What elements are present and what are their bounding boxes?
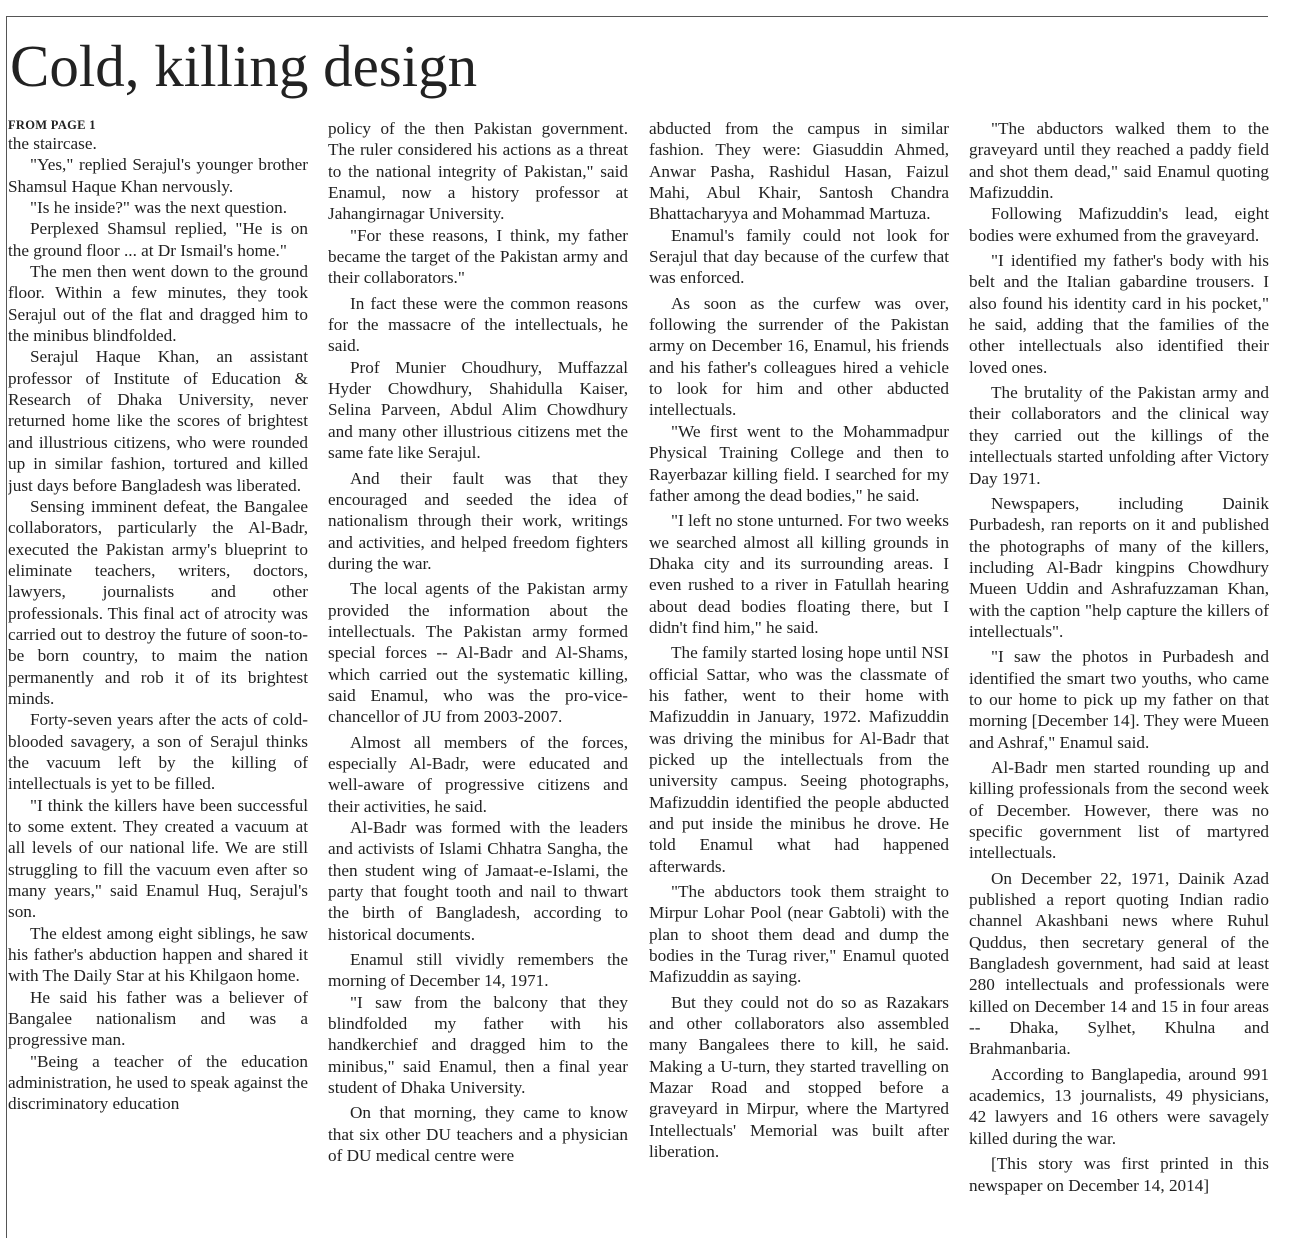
paragraph: policy of the then Pakistan government. The ruler considered his actions as a threat to the national integrity of Pakistan," said Enamul, now a history professor at Jahangirnagar University. [328,119,628,224]
paragraph: the staircase. [8,134,97,153]
paragraph: The family started losing hope until NSI official Sattar, who was the classmate of his father, went to their home with Mafizuddin in January, 1972. Mafizuddin was driving the minibus for Al-Badr that picked up the intellectuals from the university campus. Seeing photographs, Mafizuddin identified the people abducted and put inside the minibus he drove. He told Enamul what had happened afterwards. [649,643,949,876]
paragraph: "Is he inside?" was the next question. [30,198,287,218]
paragraph: Following Mafizuddin's lead, eight bodies were exhumed from the graveyard. [969,204,1269,245]
paragraph: "I saw from the balcony that they blindfolded my father with his handkerchief and dragged him to the minibus," said Enamul, then a final year student of Dhaka University. [328,992,628,1098]
paragraph: "We first went to the Mohammadpur Physical Training College and then to Rayerbazar killing field. I searched for my father among the dead bodies," he said. [649,421,949,505]
article-column-4 [969,118,1269,1236]
paragraph: "Being a teacher of the education administration, he used to speak against the discriminatory education [8,1051,308,1114]
paragraph: As soon as the curfew was over, following the surrender of the Pakistan army on December 16, Enamul, his friends and his father's colleagues hired a vehicle to look for him and other abducted intellectuals. [649,293,949,420]
paragraph: Forty-seven years after the acts of cold-blooded savagery, a son of Serajul thinks the vacuum left by the killing of intellectuals is yet to be filled. [8,710,308,794]
paragraph: [This story was first printed in this newspaper on December 14, 2014] [969,1154,1269,1195]
paragraph: "The abductors walked them to the graveyard until they reached a paddy field and shot them dead," said Enamul quoting Mafizuddin. [969,119,1269,203]
paragraph: "I saw the photos in Purbadesh and identified the smart two youths, who came to our home to pick up my father on that morning [December 14]. They were Mueen and Ashraf," Enamul said. [969,647,1269,752]
article-column-2 [328,118,628,1236]
article-column-1 [8,118,308,1236]
paragraph: On December 22, 1971, Dainik Azad published a report quoting Indian radio channel Akashbani news where Ruhul Quddus, then secretary general of the Bangladesh government, had said at least 280 intellectuals and professionals were killed on December 14 and 15 in four areas -- Dhaka, Sylhet, Khulna and Brahmanbaria. [969,868,1269,1059]
paragraph: The men then went down to the ground floor. Within a few minutes, they took Serajul out of the flat and dragged him to the minibus blindfolded. [8,262,308,346]
paragraph: Almost all members of the forces, especially Al-Badr, were educated and well-aware of progressive citizens and their activities, he said. [328,732,628,816]
paragraph: abducted from the campus in similar fashion. They were: Giasuddin Ahmed, Anwar Pasha, Rashidul Hasan, Faizul Mahi, Abul Khair, Santosh Chandra Bhattacharyya and Mohammad Martuza. [649,119,949,224]
paragraph: And their fault was that they encouraged and seeded the idea of nationalism through their work, writings and activities, and helped freedom fighters during the war. [328,468,628,573]
paragraph: According to Banglapedia, around 991 academics, 13 journalists, 49 physicians, 42 lawyers and 16 others were savagely killed during the war. [969,1064,1269,1148]
paragraph: Enamul's family could not look for Serajul that day because of the curfew that was enforced. [649,225,949,288]
paragraph: Perplexed Shamsul replied, "He is on the ground floor ... at Dr Ismail's home." [8,219,308,260]
paragraph: "I left no stone unturned. For two weeks we searched almost all killing grounds in Dhaka city and its surrounding areas. I even rushed to a river in Fatullah hearing about dead bodies floating there, but I didn't find him," he said. [649,511,949,637]
paragraph: "For these reasons, I think, my father became the target of the Pakistan army and their collaborators." [328,225,628,288]
paragraph: But they could not do so as Razakars and other collaborators also assembled many Bangalees there to kill, he said. Making a U-turn, they started travelling on Mazar Road and stopped before a graveyard in Mirpur, where the Martyred Intellectuals' Memorial was built after liberation. [649,992,949,1162]
article-column-3 [649,118,949,1236]
headline: Cold, killing design [10,33,478,99]
paragraph: Enamul still vividly remembers the morning of December 14, 1971. [328,950,628,991]
paragraph: Prof Munier Choudhury, Muffazzal Hyder Chowdhury, Shahidulla Kaiser, Selina Parveen, Abdul Alim Chowdhury and many other illustrious citizens met the same fate like Serajul. [328,357,628,463]
paragraph: Al-Badr men started rounding up and killing professionals from the second week of December. However, there was no specific government list of martyred intellectuals. [969,757,1269,863]
paragraph: Newspapers, including Dainik Purbadesh, ran reports on it and published the photographs of many of the killers, including Al-Badr kingpins Chowdhury Mueen Uddin and Ashrafuzzaman Khan, with the caption "help capture the killers of intellectuals". [969,493,1269,641]
paragraph: "I identified my father's body with his belt and the Italian gabardine trousers. I also found his identity card in his pocket," he said, adding that the families of the other intellectuals also identified their loved ones. [969,251,1269,377]
paragraph: On that morning, they came to know that six other DU teachers and a physician of DU medical centre were [328,1103,628,1166]
paragraph: "I think the killers have been successful to some extent. They created a vacuum at all levels of our national life. We are still struggling to fill the vacuum even after so many years," said Enamul Huq, Serajul's son. [8,795,308,922]
paragraph: The eldest among eight siblings, he saw his father's abduction happen and shared it with The Daily Star at his Khilgaon home. [8,923,308,986]
paragraph: In fact these were the common reasons for the massacre of the intellectuals, he said. [328,293,628,356]
paragraph: He said his father was a believer of Bangalee nationalism and was a progressive man. [8,987,308,1050]
paragraph: "Yes," replied Serajul's younger brother Shamsul Haque Khan nervously. [8,155,308,196]
paragraph: The brutality of the Pakistan army and their collaborators and the clinical way they carried out the killings of the intellectuals started unfolding after Victory Day 1971. [969,383,1269,488]
paragraph: Al-Badr was formed with the leaders and activists of Islami Chhatra Sangha, the then student wing of Jamaat-e-Islami, the party that fought tooth and nail to thwart the birth of Bangladesh, according to historical documents. [328,818,628,944]
continuation-kicker: FROM PAGE 1 [8,118,96,132]
left-divider [6,16,7,1238]
paragraph: Sensing imminent defeat, the Bangalee collaborators, particularly the Al-Badr, executed the Pakistan army's blueprint to eliminate teachers, writers, doctors, lawyers, journalists and other professionals. This final act of atrocity was carried out to destroy the future of soon-to-be born country, to maim the nation permanently and rob it of its brightest minds. [8,496,308,708]
paragraph: The local agents of the Pakistan army provided the information about the intellectuals. The Pakistan army formed special forces -- Al-Badr and Al-Shams, which carried out the systematic killing, said Enamul, who was the pro-vice-chancellor of JU from 2003-2007. [328,579,628,727]
paragraph: "The abductors took them straight to Mirpur Lohar Pool (near Gabtoli) with the plan to shoot them dead and dump the bodies in the Turag river," Enamul quoted Mafizuddin as saying. [649,882,949,987]
paragraph: Serajul Haque Khan, an assistant professor of Institute of Education & Research of Dhaka University, never returned home like the scores of brightest and illustrious citizens, who were rounded up in similar fashion, tortured and killed just days before Bangladesh was liberated. [8,347,308,495]
top-divider [6,16,1268,17]
